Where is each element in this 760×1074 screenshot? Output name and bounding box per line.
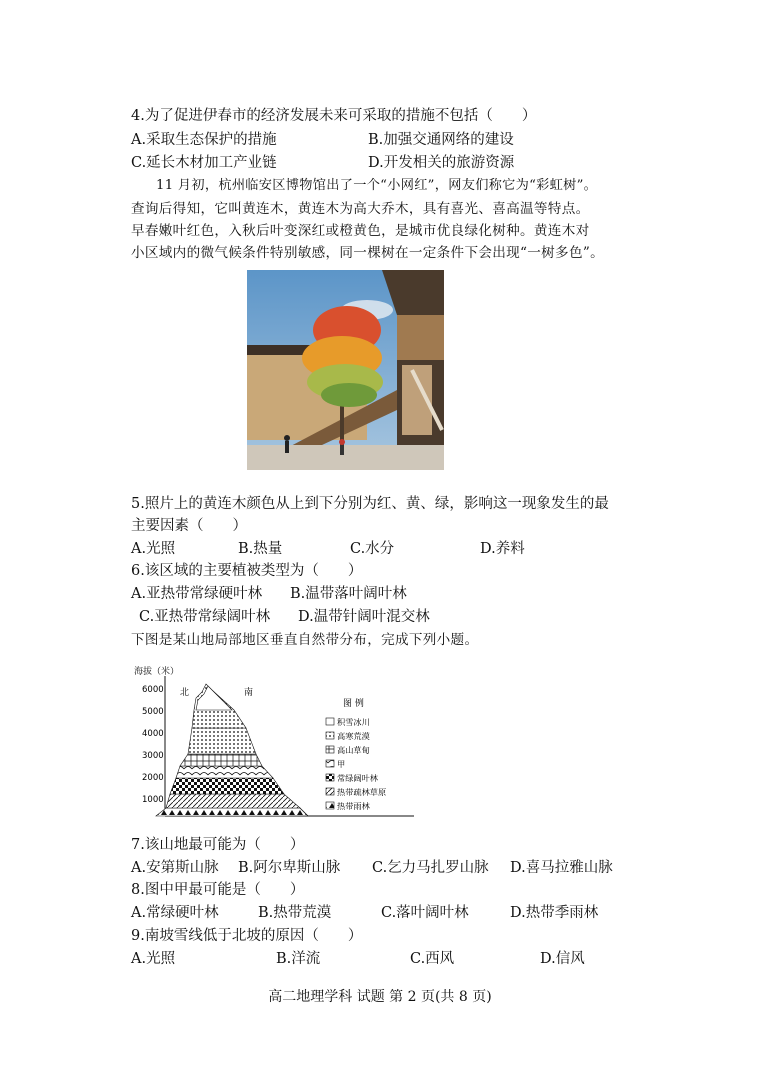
legend-tropical-rainforest: 热带雨林	[337, 801, 370, 811]
q8-option-d: D.热带季雨林	[510, 905, 599, 921]
legend-snow-ice: 积雪冰川	[337, 717, 370, 727]
q8-stem: 8.图中甲最可能是（ ）	[131, 882, 305, 898]
legend-evergreen-broadleaf: 常绿阔叶林	[337, 773, 378, 783]
q8-option-b: B.热带荒漠	[258, 905, 332, 921]
tick-label-6000: 6000	[142, 685, 164, 695]
legend-title: 图 例	[343, 699, 364, 709]
legend-alpine-meadow: 高山草甸	[337, 745, 370, 755]
passage-line-1: 11 月初，杭州临安区博物馆出了一个“小网红”，网友们称它为“彩虹树”。	[156, 178, 598, 193]
q9-option-b: B.洋流	[276, 951, 321, 967]
zone-tropical-savanna	[166, 794, 300, 808]
q4-option-a: A.采取生态保护的措施	[131, 132, 277, 148]
q6-option-b: B.温带落叶阔叶林	[290, 586, 407, 602]
tick-label-4000: 4000	[142, 729, 164, 739]
tick-label-1000: 1000	[142, 795, 164, 805]
zone-jia	[176, 766, 273, 778]
q7-stem: 7.该山地最可能为（ ）	[131, 837, 305, 853]
zone-tropical-rainforest	[156, 808, 308, 816]
zone-alpine-desert	[188, 728, 256, 754]
tick-label-5000: 5000	[142, 707, 164, 717]
q9-option-a: A.光照	[131, 951, 176, 967]
q6-stem: 6.该区域的主要植被类型为（ ）	[131, 563, 363, 579]
q7-option-c: C.乞力马扎罗山脉	[372, 860, 489, 876]
diagram-intro: 下图是某山地局部地区垂直自然带分布，完成下列小题。	[131, 632, 479, 648]
q4-option-b: B.加强交通网络的建设	[368, 132, 514, 148]
q9-option-d: D.信风	[540, 951, 585, 967]
q9-stem: 9.南坡雪线低于北坡的原因（ ）	[131, 928, 363, 944]
q4-option-d: D.开发相关的旅游资源	[368, 155, 515, 171]
q4-stem: 4.为了促进伊春市的经济发展未来可采取的措施不包括（ ）	[131, 108, 537, 124]
q7-option-d: D.喜马拉雅山脉	[510, 860, 613, 876]
label-north: 北	[180, 688, 190, 698]
diagram-ylabel: 海拔（米）	[134, 667, 180, 677]
tick-label-3000: 3000	[142, 751, 164, 761]
q8-option-a: A.常绿硬叶林	[131, 905, 219, 921]
q5-option-d: D.养料	[480, 541, 525, 557]
q6-option-a: A.亚热带常绿硬叶林	[131, 586, 263, 602]
label-south: 南	[244, 688, 254, 698]
passage-line-2: 查询后得知，它叫黄连木，黄连木为高大乔木，具有喜光、喜高温等特点。	[131, 201, 590, 217]
q7-option-b: B.阿尔卑斯山脉	[238, 860, 341, 876]
passage-line-3: 早春嫩叶红色，入秋后叶变深红或橙黄色，是城市优良绿化树种。黄连木对	[131, 223, 590, 239]
q6-option-c: C.亚热带常绿阔叶林	[139, 609, 271, 625]
zone-evergreen-broadleaf	[170, 778, 284, 794]
q5-option-c: C.水分	[350, 541, 395, 557]
legend-tropical-savanna: 热带疏林草原	[337, 787, 387, 797]
passage-line-4: 小区域内的微气候条件特别敏感，同一棵树在一定条件下会出现“一树多色”。	[131, 245, 604, 261]
q5-stem-line-2: 主要因素（ ）	[131, 518, 247, 534]
q5-option-b: B.热量	[238, 541, 283, 557]
vertical-zone-diagram	[128, 662, 420, 822]
q5-option-a: A.光照	[131, 541, 176, 557]
q5-stem-line-1: 5.照片上的黄连木颜色从上到下分别为红、黄、绿，影响这一现象发生的最	[131, 496, 609, 512]
legend-alpine-desert: 高寒荒漠	[337, 731, 370, 741]
tick-label-2000: 2000	[142, 773, 164, 783]
q9-option-c: C.西风	[410, 951, 455, 967]
rainbow-tree-photo	[247, 270, 444, 470]
legend-jia: 甲	[337, 759, 346, 769]
q4-option-c: C.延长木材加工产业链	[131, 155, 277, 171]
q6-option-d: D.温带针阔叶混交林	[298, 609, 430, 625]
page-footer: 高二地理学科 试题 第 2 页(共 8 页)	[268, 989, 492, 1005]
q8-option-c: C.落叶阔叶林	[381, 905, 469, 921]
zone-alpine-meadow	[180, 754, 262, 766]
q7-option-a: A.安第斯山脉	[131, 860, 219, 876]
